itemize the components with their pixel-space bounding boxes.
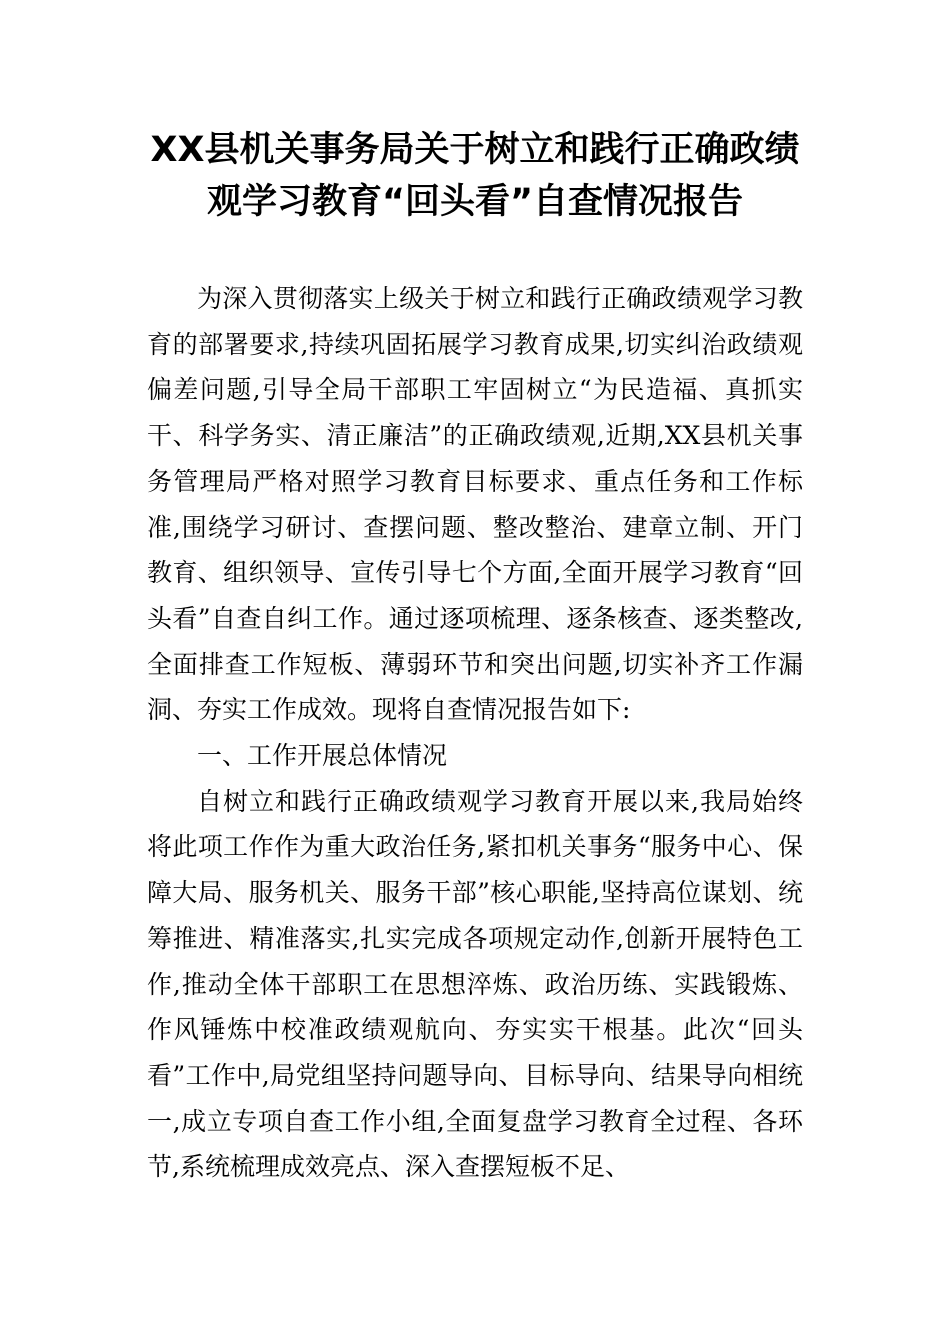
document-title (100, 124, 850, 228)
intro-paragraph: 为深入贯彻落实上级关于树立和践行正确政绩观学习教育的部署要求,持续巩固拓展学习教育成果,切实纠治政绩观偏差问题,引导全局干部职工牢固树立“为民造福、真抓实干、科学务实、清正廉洁”的正确政绩观,近期,XX县机关事务管理局严格对照学习教育目标要求、重点任务和工作标准,围绕学习研讨、查摆问题、整改整治、建章立制、开门教育、组织领导、宣传引导七个方面,全面开展学习教育“回头看”自查自纠工作。通过逐项梳理、逐条核查、逐类整改,全面排查工作短板、薄弱环节和突出问题,切实补齐工作漏洞、夯实工作成效。现将自查情况报告如下: (147, 284, 803, 725)
title-line-1: XX县机关事务局关于树立和践行正确政绩 (150, 130, 800, 170)
title-line-2: 观学习教育“回头看”自查情况报告 (206, 182, 743, 222)
document-body (147, 276, 803, 1190)
section-heading-1: 一、工作开展总体情况 (197, 741, 448, 771)
section-1-paragraph: 自树立和践行正确政绩观学习教育开展以来,我局始终将此项工作作为重大政治任务,紧扣机关事务“服务中心、保障大局、服务机关、服务干部”核心职能,坚持高位谋划、统筹推进、精准落实,扎实完成各项规定动作,创新开展特色工作,推动全体干部职工在思想淬炼、政治历练、实践锻炼、作风锤炼中校准政绩观航向、夯实实干根基。此次“回头看”工作中,局党组坚持问题导向、目标导向、结果导向相统一,成立专项自查工作小组,全面复盘学习教育全过程、各环节,系统梳理成效亮点、深入查摆短板不足、 (147, 786, 803, 1182)
